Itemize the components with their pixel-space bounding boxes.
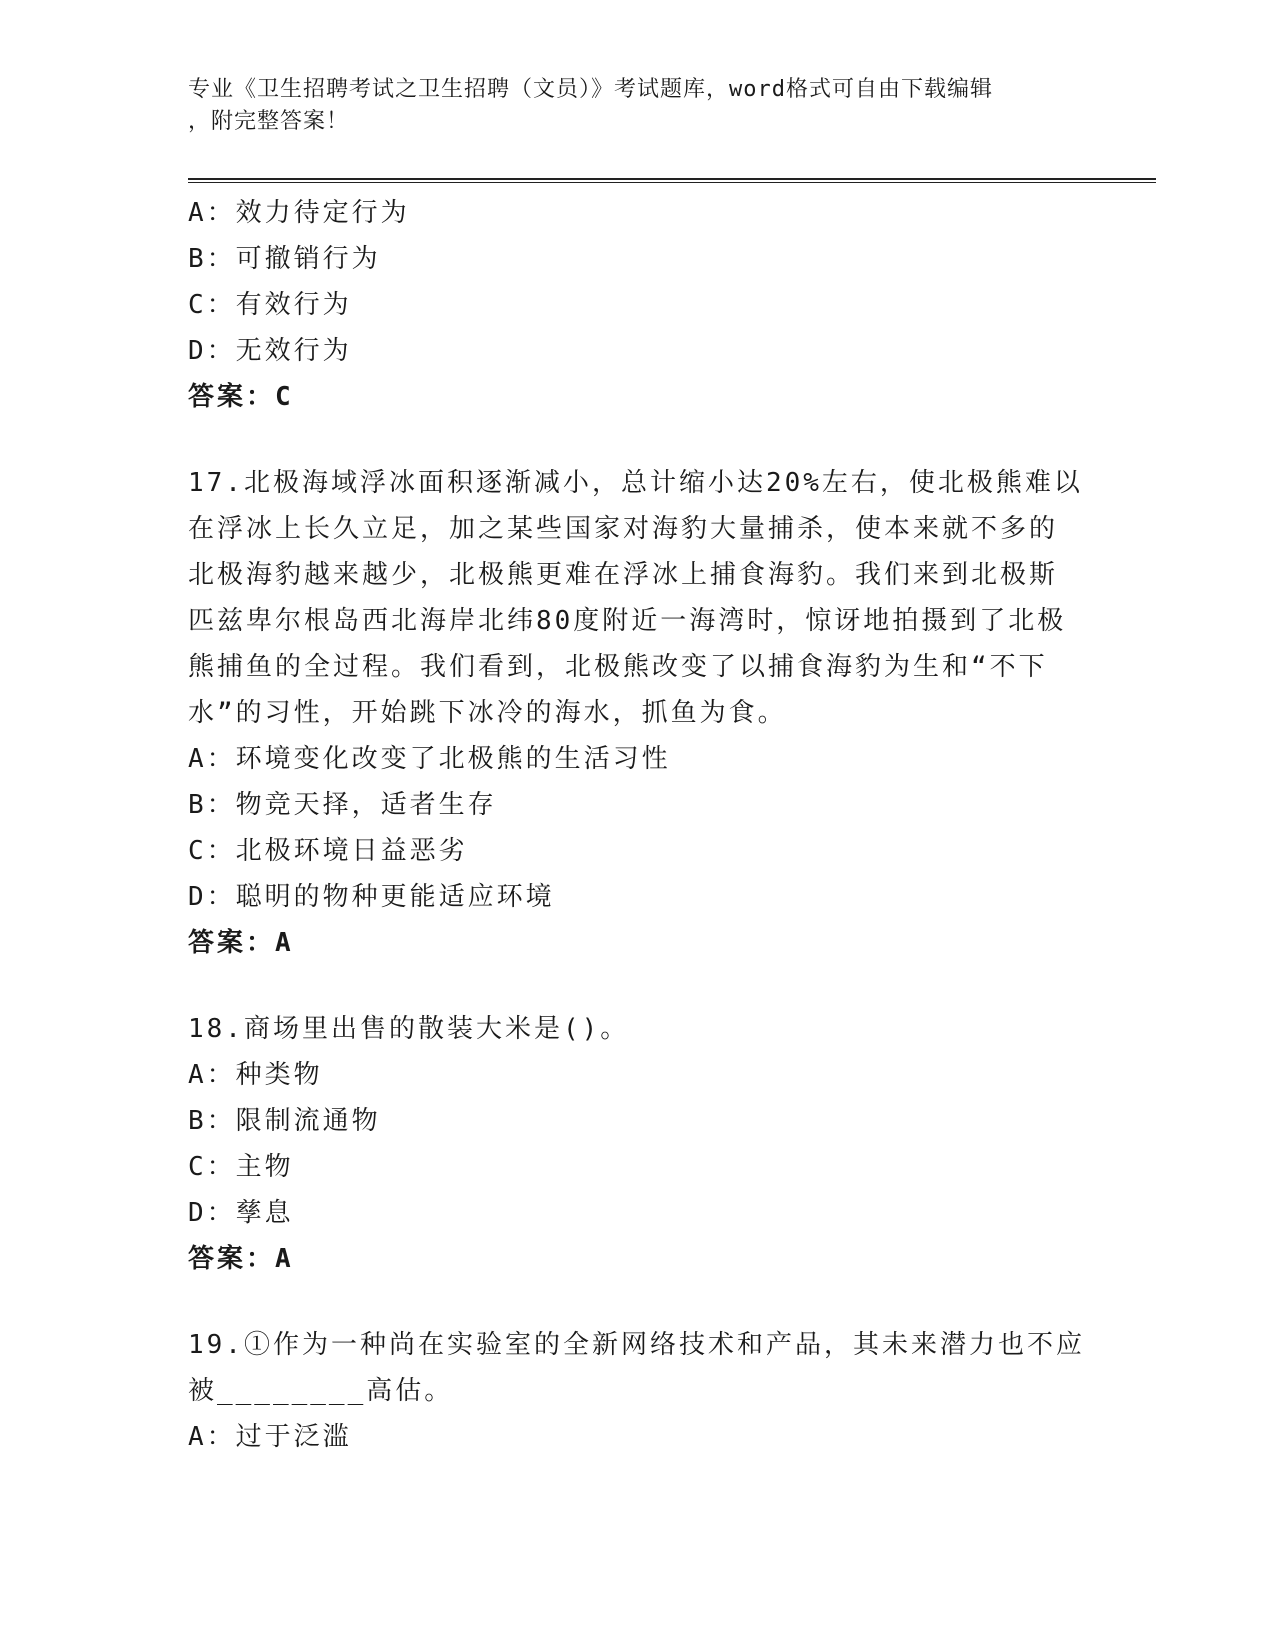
question-text-line: 水”的习性，开始跳下冰冷的海水，抓鱼为食。 — [188, 698, 787, 728]
question-19 — [188, 1322, 1088, 1460]
option-b: B：可撤销行为 — [188, 244, 381, 274]
answer-line: 答案：A — [188, 1244, 294, 1274]
option-c: C：北极环境日益恶劣 — [188, 836, 468, 866]
question-text-line: 被________高估。 — [188, 1376, 454, 1406]
header-divider — [188, 178, 1156, 183]
option-c: C：有效行为 — [188, 290, 352, 320]
option-d: D：孳息 — [188, 1198, 294, 1228]
question-text-line: 17.北极海域浮冰面积逐渐减小，总计缩小达20%左右，使北极熊难以 — [188, 468, 1083, 498]
question-18 — [188, 1006, 1088, 1282]
question-17 — [188, 460, 1088, 966]
document-header — [188, 74, 1068, 138]
option-b: B：物竞天择，适者生存 — [188, 790, 497, 820]
question-text — [188, 460, 1088, 736]
option-d: D：无效行为 — [188, 336, 352, 366]
question-text-line: 熊捕鱼的全过程。我们看到，北极熊改变了以捕食海豹为生和“不下 — [188, 652, 1048, 682]
question-text: 18.商场里出售的散装大米是()。 — [188, 1014, 630, 1044]
answer-line: 答案：A — [188, 928, 294, 958]
header-title-line-2: ，附完整答案！ — [188, 109, 350, 134]
option-b: B：限制流通物 — [188, 1106, 381, 1136]
option-a: A：环境变化改变了北极熊的生活习性 — [188, 744, 671, 774]
question-16 — [188, 190, 1088, 420]
option-c: C：主物 — [188, 1152, 294, 1182]
option-d: D：聪明的物种更能适应环境 — [188, 882, 555, 912]
question-text-line: 匹兹卑尔根岛西北海岸北纬80度附近一海湾时，惊讶地拍摄到了北极 — [188, 606, 1067, 636]
option-a: A：效力待定行为 — [188, 198, 410, 228]
header-title-line-1: 专业《卫生招聘考试之卫生招聘（文员）》考试题库，word格式可自由下载编辑 — [188, 77, 993, 102]
question-text-line: 19.①作为一种尚在实验室的全新网络技术和产品，其未来潜力也不应 — [188, 1330, 1085, 1360]
option-a: A：过于泛滥 — [188, 1422, 352, 1452]
question-text — [188, 1322, 1088, 1414]
option-a: A：种类物 — [188, 1060, 323, 1090]
question-text-line: 在浮冰上长久立足，加之某些国家对海豹大量捕杀，使本来就不多的 — [188, 514, 1059, 544]
question-list — [188, 190, 1088, 1460]
question-text-line: 北极海豹越来越少，北极熊更难在浮冰上捕食海豹。我们来到北极斯 — [188, 560, 1059, 590]
answer-line: 答案：C — [188, 382, 294, 412]
